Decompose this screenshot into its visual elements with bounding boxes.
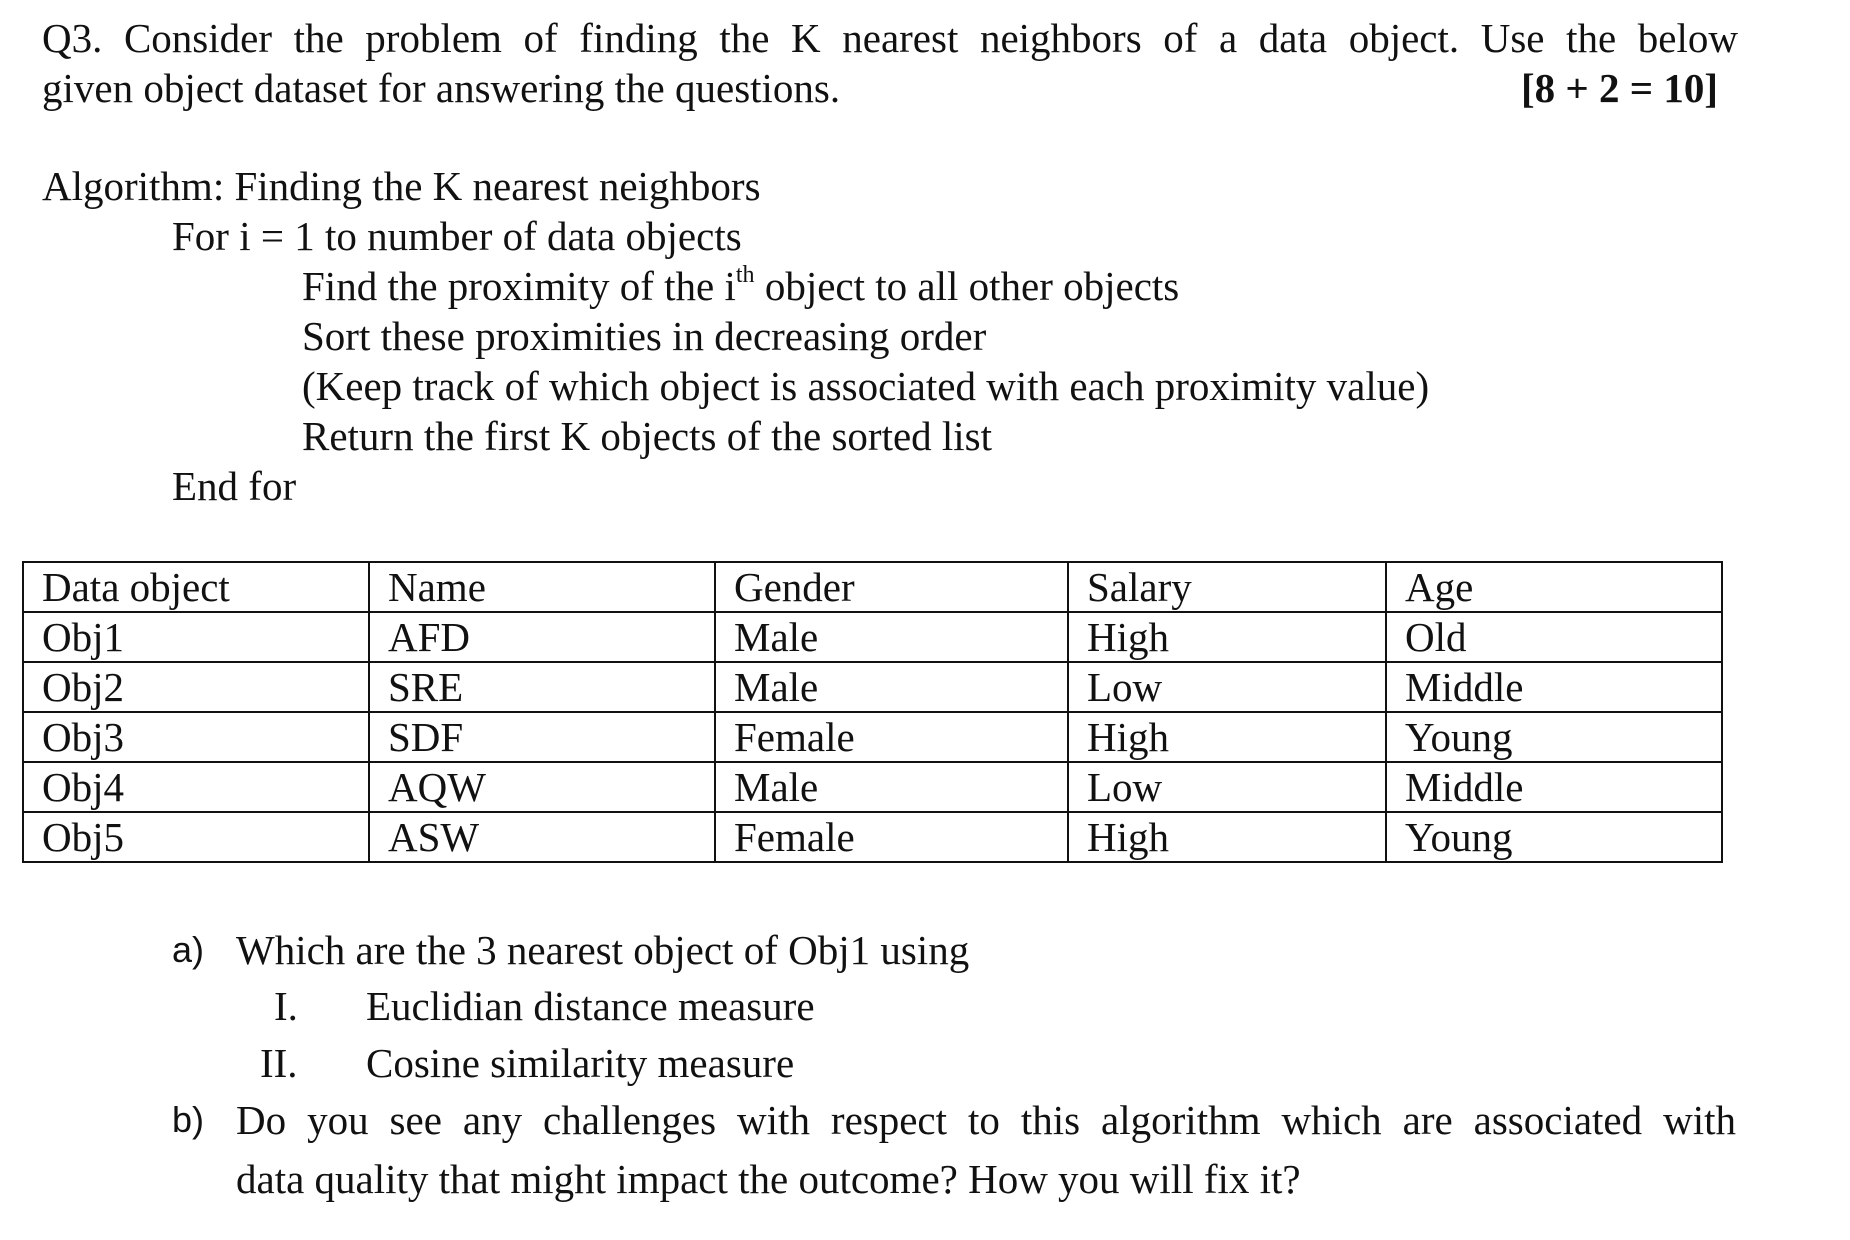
question-a-i-text: Euclidian distance measure (366, 983, 815, 1029)
table-cell: High (1068, 712, 1386, 762)
algorithm-end-for: End for (172, 463, 297, 509)
table-row (23, 812, 1722, 862)
table-cell: Obj2 (23, 662, 369, 712)
question-a-text: Which are the 3 nearest object of Obj1 using (236, 927, 970, 973)
table-row (23, 612, 1722, 662)
question-b-label: b) (172, 1099, 205, 1140)
header-cell: Age (1386, 562, 1722, 612)
table-cell: Young (1386, 712, 1722, 762)
algorithm-step1-tail: object to all other objects (754, 263, 1180, 309)
table-cell: SDF (369, 712, 715, 762)
header-cell: Salary (1068, 562, 1386, 612)
question-a-ii-number: II. (260, 1040, 298, 1086)
table-cell: Low (1068, 762, 1386, 812)
algorithm-step1-text: Find the proximity of the i (302, 263, 736, 309)
marks-allocation: [8 + 2 = 10] (1520, 65, 1718, 111)
table-cell: ASW (369, 812, 715, 862)
table-cell: Middle (1386, 662, 1722, 712)
table-cell: Low (1068, 662, 1386, 712)
table-cell: Old (1386, 612, 1722, 662)
question-line-1: Q3. Consider the problem of finding the K nearest neighbors of a data object. Use the below (42, 15, 1738, 61)
table-cell: SRE (369, 662, 715, 712)
algorithm-title: Algorithm: Finding the K nearest neighbors (42, 163, 761, 209)
algorithm-for-line: For i = 1 to number of data objects (172, 213, 742, 259)
question-line-2: given object dataset for answering the questions. (42, 65, 841, 111)
table-cell: Obj1 (23, 612, 369, 662)
table-cell: Middle (1386, 762, 1722, 812)
ordinal-superscript: th (735, 262, 755, 288)
table-cell: Obj5 (23, 812, 369, 862)
question-a-ii-text: Cosine similarity measure (366, 1040, 795, 1086)
table-cell: Obj4 (23, 762, 369, 812)
table-cell: Female (715, 812, 1068, 862)
table-cell: AQW (369, 762, 715, 812)
algorithm-step-track: (Keep track of which object is associated with each proximity value) (302, 363, 1430, 409)
table-row (23, 662, 1722, 712)
table-cell: High (1068, 612, 1386, 662)
header-cell: Data object (23, 562, 369, 612)
table-cell: Male (715, 612, 1068, 662)
header-cell: Gender (715, 562, 1068, 612)
table-row (23, 762, 1722, 812)
algorithm-step-return: Return the first K objects of the sorted list (302, 413, 993, 459)
table-header-row (23, 562, 1722, 612)
dataset-table (22, 561, 1723, 863)
table-cell: AFD (369, 612, 715, 662)
question-b-line-2: data quality that might impact the outcome? How you will fix it? (236, 1156, 1301, 1202)
question-a-i-number: I. (274, 983, 298, 1029)
table-cell: Male (715, 662, 1068, 712)
question-a-label: a) (172, 929, 205, 970)
table-row (23, 712, 1722, 762)
table-cell: Young (1386, 812, 1722, 862)
algorithm-step-sort: Sort these proximities in decreasing order (302, 313, 987, 359)
table-cell: High (1068, 812, 1386, 862)
table-cell: Obj3 (23, 712, 369, 762)
algorithm-step-find-proximity (302, 262, 1179, 310)
question-b-line-1: Do you see any challenges with respect to this algorithm which are associated with (236, 1097, 1736, 1143)
header-cell: Name (369, 562, 715, 612)
table-cell: Female (715, 712, 1068, 762)
table-cell: Male (715, 762, 1068, 812)
